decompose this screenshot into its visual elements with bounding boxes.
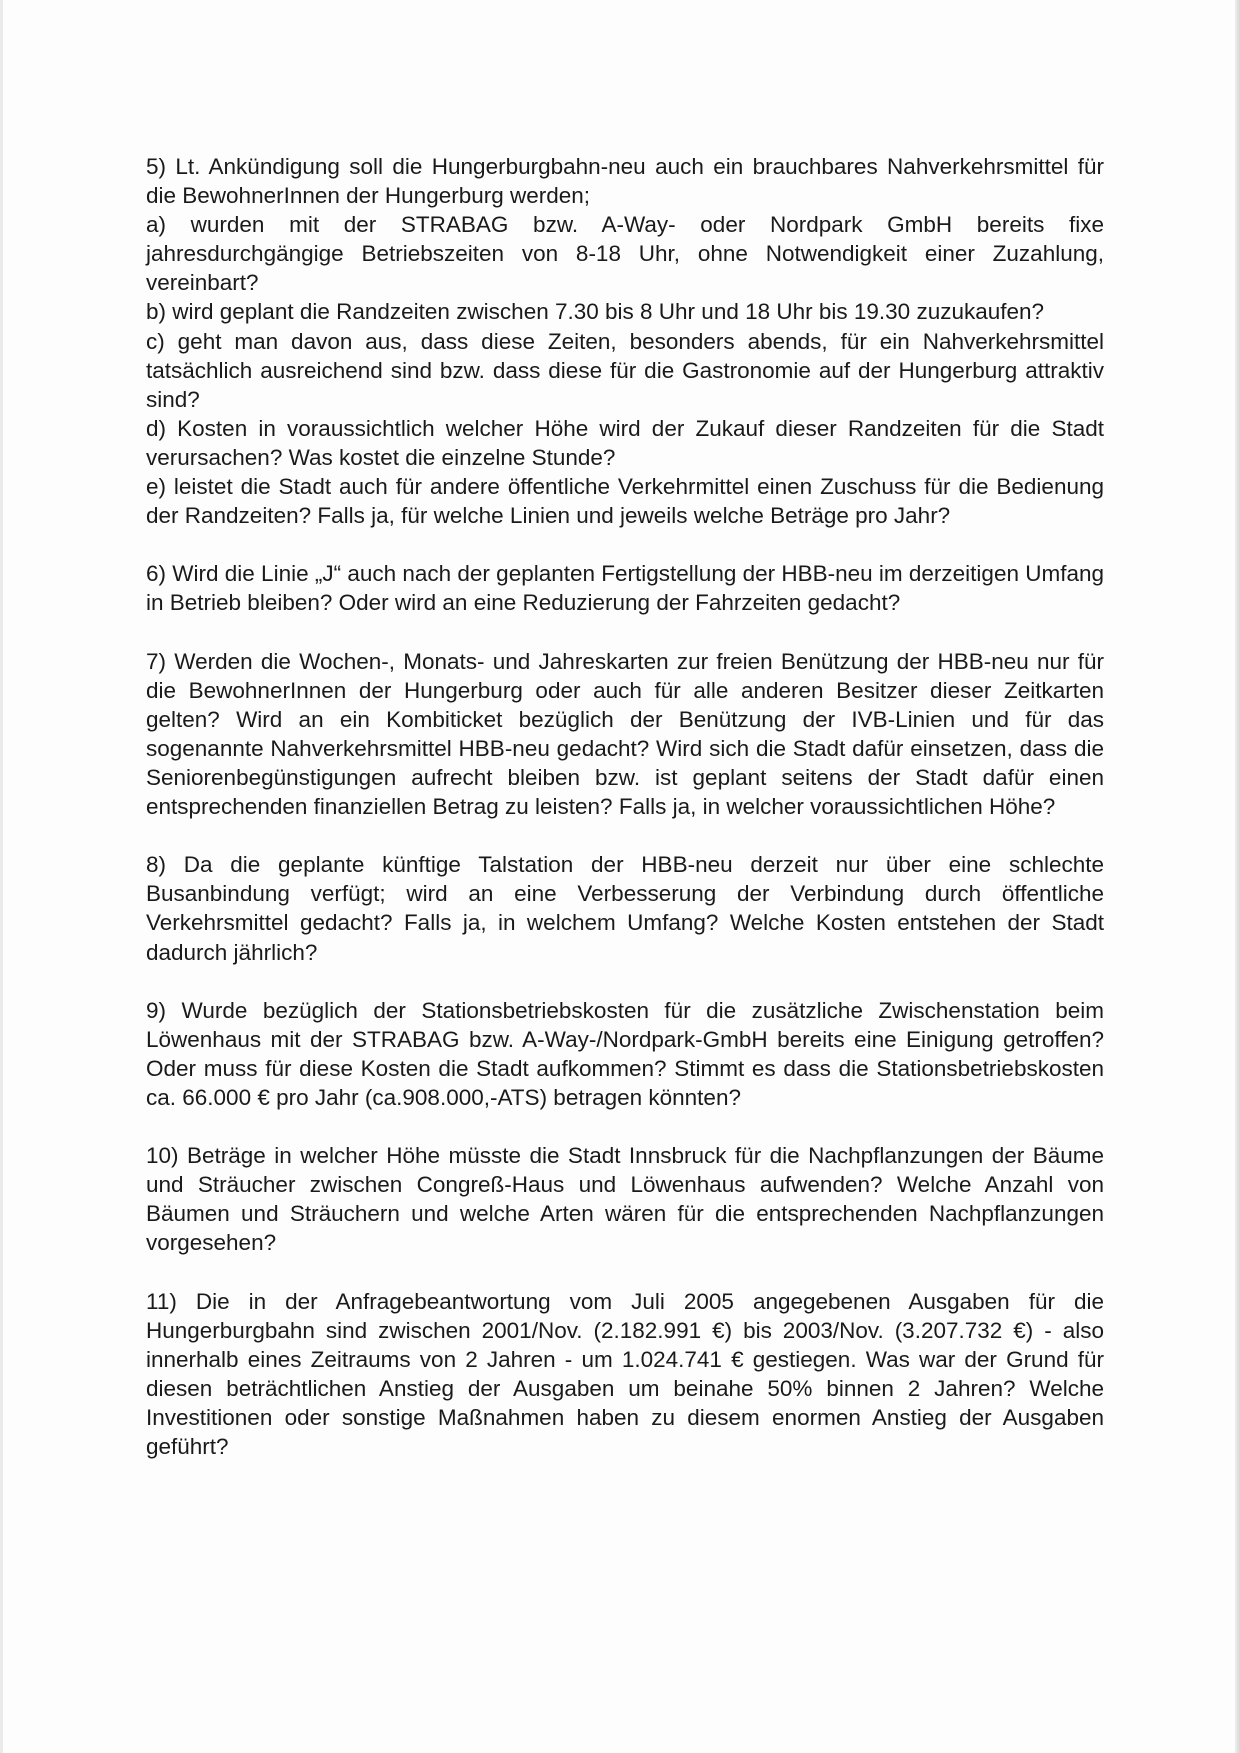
question-5-intro [146, 152, 1104, 210]
question-10-text: Beträge in welcher Höhe müsste die Stadt Innsbruck für die Nachpflanzungen der Bäume und Sträucher zwischen Congreß-Haus und Löwenhaus aufwenden? Welche Anzahl von Bäumen und Sträuchern und welche Arten wären für die entsprechenden Nachpflanzungen vorgesehen? [146, 1143, 1104, 1256]
question-8 [146, 850, 1104, 966]
question-8-number: 8) [146, 852, 167, 878]
scan-edge-right [1235, 0, 1240, 1753]
question-7-number: 7) [146, 648, 167, 674]
question-5-item-a: a) wurden mit der STRABAG bzw. A-Way- oder Nordpark GmbH bereits fixe jahresdurchgängige Betriebszeiten von 8-18 Uhr, ohne Notwendigkeit einer Zuzahlung, vereinbart? [146, 212, 1104, 296]
document-body [146, 152, 1104, 1490]
question-10-number: 10) [146, 1143, 179, 1169]
question-5-intro-text: Lt. Ankündigung soll die Hungerburgbahn-neu auch ein brauchbares Nahverkehrsmittel für die BewohnerInnen der Hungerburg werden; [146, 154, 1104, 209]
question-7-text: Werden die Wochen-, Monats- und Jahreskarten zur freien Benützung der HBB-neu nur für die BewohnerInnen der Hungerburg oder auch für alle anderen Besitzer dieser Zeitkarten gelten? Wird an ein Kombiticket bezüglich der Benützung der IVB-Linien und für das sogenannte Nahverkehrsmittel HBB-neu gedacht? Wird sich die Stadt dafür einsetzen, dass die Seniorenbegünstigungen aufrecht bleiben bzw. ist geplant seitens der Stadt dafür einen entsprechenden finanziellen Betrag zu leisten? Falls ja, in welcher voraussichtlichen Höhe? [146, 648, 1104, 820]
question-5 [146, 152, 1104, 530]
question-8-text: Da die geplante künftige Talstation der HBB-neu derzeit nur über eine schlechte Busanbindung verfügt; wird an eine Verbesserung der Verbindung durch öffentliche Verkehrsmittel gedacht? Falls ja, in welchem Umfang? Welche Kosten entstehen der Stadt dadurch jährlich? [146, 852, 1104, 965]
question-5-number: 5) [146, 154, 167, 179]
question-6 [146, 559, 1104, 617]
question-11 [146, 1287, 1104, 1462]
question-6-text: Wird die Linie „J“ auch nach der geplanten Fertigstellung der HBB-neu im derzeitigen Umfang in Betrieb bleiben? Oder wird an eine Reduzierung der Fahrzeiten gedacht? [146, 561, 1105, 616]
question-11-number: 11) [146, 1288, 177, 1314]
question-9-text: Wurde bezüglich der Stationsbetriebskosten für die zusätzliche Zwischenstation beim Löwenhaus mit der STRABAG bzw. A-Way-/Nordpark-GmbH bereits eine Einigung getroffen? Oder muss für diese Kosten die Stadt aufkommen? Stimmt es dass die Stationsbetriebskosten ca. 66.000 € pro Jahr (ca.908.000,-ATS) betragen könnten? [146, 997, 1104, 1110]
scan-edge-left [0, 0, 3, 1753]
question-5-item-d: d) Kosten in voraussichtlich welcher Höhe wird der Zukauf dieser Randzeiten für die Stadt verursachen? Was kostet die einzelne Stunde? [146, 415, 1104, 470]
question-5-item-e: e) leistet die Stadt auch für andere öffentliche Verkehrmittel einen Zuschuss für die Bedienung der Randzeiten? Falls ja, für welche Linien und jeweils welche Beträge pro Jahr? [146, 474, 1104, 529]
question-5-item-b: b) wird geplant die Randzeiten zwischen 7.30 bis 8 Uhr und 18 Uhr bis 19.30 zuzukaufen? [146, 299, 1045, 325]
question-7 [146, 647, 1104, 822]
question-11-text: Die in der Anfragebeantwortung vom Juli 2005 angegebenen Ausgaben für die Hungerburgbahn sind zwischen 2001/Nov. (2.182.991 €) bis 2003/Nov. (3.207.732 €) - also innerhalb eines Zeitraums von 2 Jahren - um 1.024.741 € gestiegen. Was war der Grund für diesen beträchtlichen Anstieg der Ausgaben um beinahe 50% binnen 2 Jahren? Welche Investitionen oder sonstige Maßnahmen haben zu diesem enormen Anstieg der Ausgaben geführt? [146, 1288, 1104, 1460]
question-9-number: 9) [146, 997, 167, 1023]
question-6-number: 6) [146, 561, 167, 587]
question-5-item-c: c) geht man davon aus, dass diese Zeiten, besonders abends, für ein Nahverkehrsmittel tatsächlich ausreichend sind bzw. dass diese für die Gastronomie auf der Hungerburg attraktiv sind? [146, 328, 1104, 412]
question-10 [146, 1141, 1104, 1257]
question-9 [146, 996, 1104, 1112]
